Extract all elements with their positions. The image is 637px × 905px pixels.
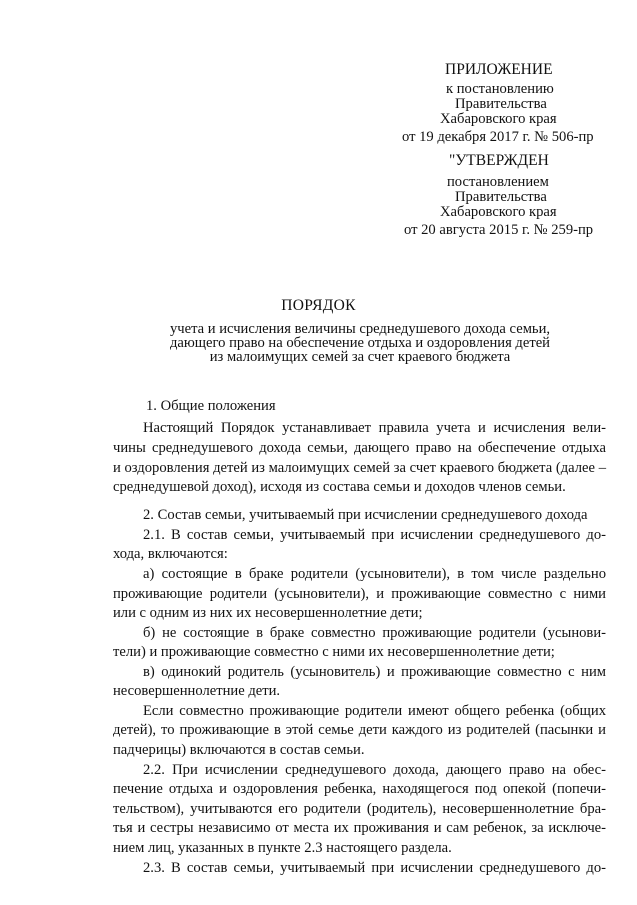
paragraph-line: и оздоровления детей из малоимущих семей за счет краевого бюджета (далее – <box>113 460 606 476</box>
paragraph-line: 2.2. При исчислении среднедушевого дохода, дающего право на обес- <box>143 762 606 778</box>
appendix-line: Хабаровского края <box>440 111 557 127</box>
paragraph-line: тья и сестры независимо от места их проживания и сам ребенок, за исключе- <box>113 820 606 836</box>
approved-line: постановлением <box>447 174 549 190</box>
paragraph-line: несовершеннолетние дети. <box>113 683 281 699</box>
approved-title: "УТВЕРЖДЕН <box>449 152 549 169</box>
paragraph-line: 2.3. В состав семьи, учитываемый при исчислении среднедушевого до- <box>143 860 606 876</box>
approved-line: Хабаровского края <box>440 204 557 220</box>
section-heading: 1. Общие положения <box>146 398 276 414</box>
paragraph-line: тельством), учитываются его родители (родитель), несовершеннолетние бра- <box>113 801 606 817</box>
paragraph-line: тели) и проживающие совместно с ними их несовершеннолетние дети; <box>113 644 555 660</box>
paragraph-line: хода, включаются: <box>113 546 228 562</box>
paragraph-line: среднедушевой доход), исходя из состава семьи и доходов членов семьи. <box>113 479 566 495</box>
paragraph-line: б) не состоящие в браке совместно проживающие родители (усынови- <box>143 625 606 641</box>
appendix-line: к постановлению <box>446 81 554 97</box>
paragraph-line: в) одинокий родитель (усыновитель) и проживающие совместно с ним <box>143 664 606 680</box>
appendix-date-number: от 19 декабря 2017 г. № 506-пр <box>402 129 594 145</box>
document-title: ПОРЯДОК <box>281 297 356 314</box>
paragraph-line: проживающие родители (усыновители), и проживающие совместно с ними <box>113 586 606 602</box>
paragraph-line: 2.1. В состав семьи, учитываемый при исчислении среднедушевого до- <box>143 527 606 543</box>
appendix-title: ПРИЛОЖЕНИЕ <box>445 61 553 78</box>
paragraph-line: а) состоящие в браке родители (усыновители), в том числе раздельно <box>143 566 606 582</box>
approved-date-number: от 20 августа 2015 г. № 259-пр <box>404 222 594 238</box>
document-subtitle-line: из малоимущих семей за счет краевого бюджета <box>209 349 511 365</box>
section-heading: 2. Состав семьи, учитываемый при исчислении среднедушевого дохода <box>143 507 588 523</box>
paragraph-line: падчерицы) включаются в состав семьи. <box>113 742 365 758</box>
paragraph-line: чины среднедушевого дохода семьи, дающего право на обеспечение отдыха <box>113 440 606 456</box>
approved-line: Правительства <box>455 189 547 205</box>
paragraph-line: детей), то проживающие в этой семье дети каждого из родителей (пасынки и <box>113 722 606 738</box>
paragraph-line: Если совместно проживающие родители имеют общего ребенка (общих <box>143 703 606 719</box>
paragraph-line: Настоящий Порядок устанавливает правила учета и исчисления вели- <box>143 420 606 436</box>
appendix-line: Правительства <box>455 96 547 112</box>
paragraph-line: нием лиц, указанных в пункте 2.3 настоящего раздела. <box>113 840 452 856</box>
document-subtitle-line: учета и исчисления величины среднедушевого дохода семьи, <box>169 321 551 337</box>
document-subtitle-line: дающего право на обеспечение отдыха и оздоровления детей <box>169 335 550 351</box>
paragraph-line: печение отдыха и оздоровления ребенка, находящегося под опекой (попечи- <box>113 781 606 797</box>
paragraph-line: или с одним из них их несовершеннолетние дети; <box>113 605 423 621</box>
